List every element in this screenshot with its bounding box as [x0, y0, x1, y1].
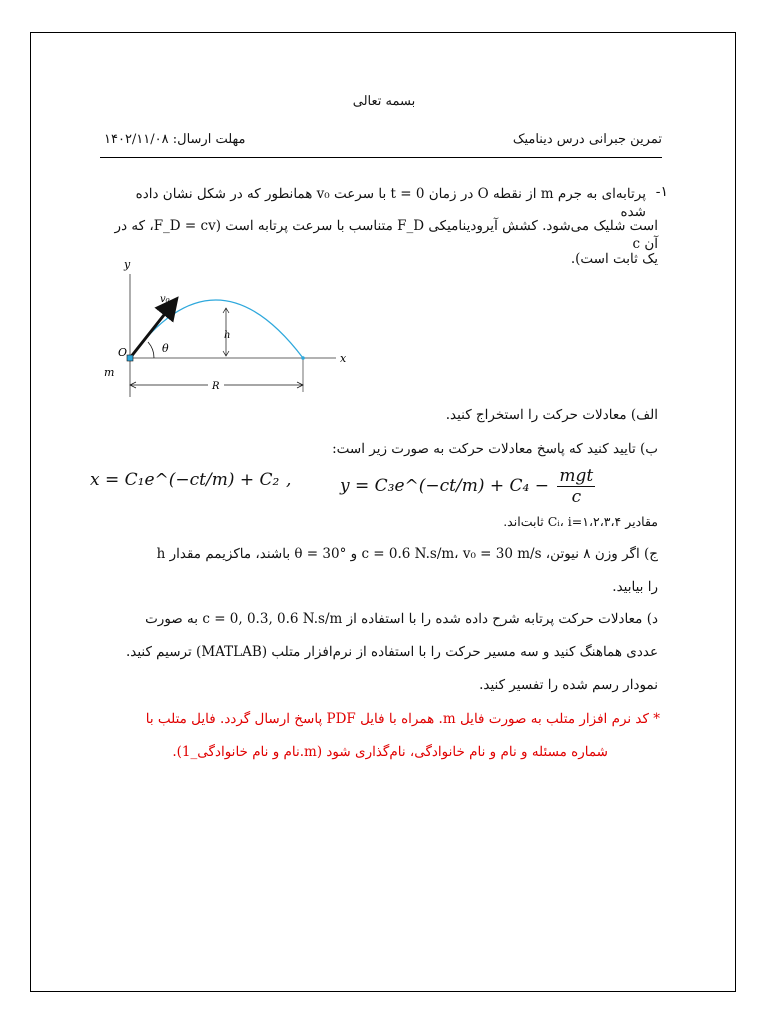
submission-note-line-2: شماره مسئله و نام و نام خانوادگی، نام‌گذاری شود (m.نام و نام خانوادگی_1).: [172, 744, 608, 760]
v0-label: v₀: [160, 294, 170, 305]
equation-y-fraction: [557, 466, 595, 507]
course-title: تمرین جبرانی درس دینامیک: [512, 132, 662, 147]
part-d-line-2: عددی هماهنگ کنید و سه مسیر حرکت را با استفاده از نرم‌افزار متلب (MATLAB) ترسیم کنید.: [125, 644, 658, 660]
part-a: الف) معادلات حرکت را استخراج کنید.: [445, 407, 658, 423]
trajectory-figure: [96, 252, 366, 402]
part-c-line-2: را بیابید.: [612, 579, 658, 595]
origin-label: O: [118, 346, 128, 359]
equation-y: [340, 466, 595, 507]
part-b: ب) تایید کنید که پاسخ معادلات حرکت به صورت زیر است:: [332, 441, 658, 457]
problem-line-2: است شلیک می‌شود. کشش آیرودینامیکی F_D متناسب با سرعت پرتابه است (F_D = cv، که در آن c: [114, 218, 658, 252]
equation-y-left: y = C₃e^(−ct/m) + C₄ −: [340, 476, 550, 496]
landing-point: [301, 356, 305, 360]
r-label: R: [212, 381, 220, 392]
bismillah: بسمه تعالی: [352, 94, 416, 109]
equation-x: x = C₁e^(−ct/m) + C₂: [90, 470, 280, 490]
problem-line-1: پرتابه‌ای به جرم m از نقطه O در زمان t = 0 با سرعت v₀ همانطور که در شکل نشان داده شده: [135, 186, 646, 220]
y-axis-label: y: [124, 258, 131, 271]
mass-label: m: [104, 366, 115, 379]
submission-note-line-1: * کد نرم افزار متلب به صورت فایل m. همراه با فایل PDF پاسخ ارسال گردد. فایل متلب با: [145, 711, 660, 727]
part-d-line-1: د) معادلات حرکت پرتابه شرح داده شده را با استفاده از c = 0, 0.3, 0.6 N.s/m به صورت: [145, 611, 658, 627]
fraction-numerator: mgt: [559, 466, 594, 486]
trajectory-curve: [130, 300, 303, 358]
header-divider: [100, 157, 662, 158]
projectile-mass: [127, 355, 133, 361]
problem-line-3: یک ثابت است).: [570, 251, 658, 267]
theta-label: θ: [162, 342, 169, 355]
fraction-denominator: c: [571, 487, 582, 507]
deadline: مهلت ارسال: ۱۴۰۲/۱۱/۰۸: [104, 132, 246, 147]
page-border: [30, 32, 736, 992]
problem-number: ۱-: [655, 184, 668, 200]
part-c-line-1: ج) اگر وزن ۸ نیوتن، c = 0.6 N.s/m، v₀ = 30 m/s و θ = 30° باشند، ماکزیمم مقدار h: [156, 546, 658, 562]
x-axis-label: x: [340, 352, 347, 365]
theta-arc: [148, 342, 154, 358]
constants-note: مقادیر Cᵢ، i=۱،۲،۳،۴ ثابت‌اند.: [503, 514, 658, 529]
equation-separator: ,: [286, 470, 292, 490]
h-label: h: [224, 330, 231, 341]
part-d-line-3: نمودار رسم شده را تفسیر کنید.: [479, 677, 658, 693]
